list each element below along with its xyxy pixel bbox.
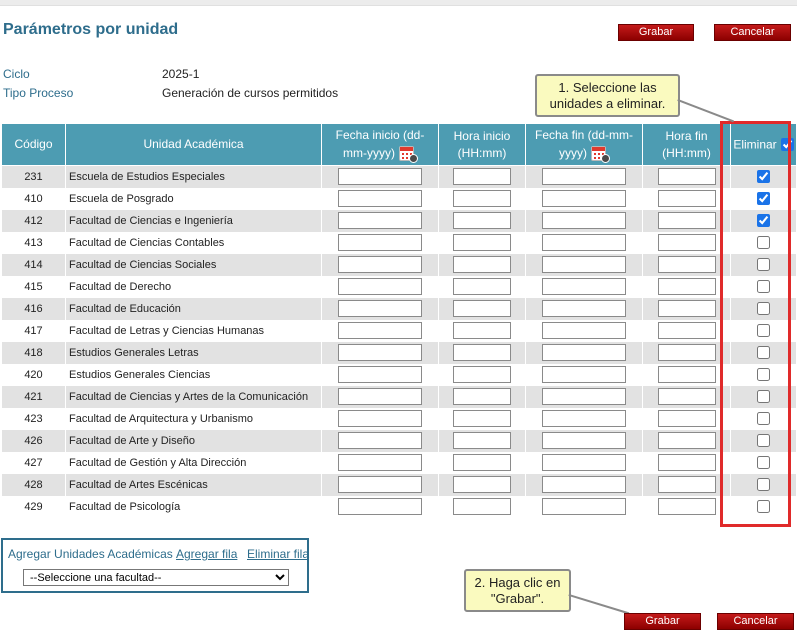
eliminar-checkbox[interactable] <box>757 214 770 227</box>
fecha-inicio-input[interactable] <box>338 190 422 207</box>
unit-code: 413 <box>2 232 66 254</box>
fecha-fin-input[interactable] <box>542 300 626 317</box>
col-header-eliminar <box>731 124 797 166</box>
add-units-panel <box>1 538 309 593</box>
eliminar-fila-link[interactable]: Eliminar fila <box>247 547 310 561</box>
hora-fin-input[interactable] <box>658 234 716 251</box>
callout-step-2-pointer <box>568 594 629 614</box>
field-cell <box>526 474 643 496</box>
field-cell <box>322 210 439 232</box>
unit-name: Facultad de Derecho <box>66 276 322 298</box>
field-cell <box>439 276 526 298</box>
field-cell <box>439 408 526 430</box>
field-cell <box>439 166 526 188</box>
field-cell <box>526 210 643 232</box>
fecha-fin-input[interactable] <box>542 454 626 471</box>
field-cell <box>643 276 731 298</box>
table-row <box>2 166 797 188</box>
hora-fin-input[interactable] <box>658 278 716 295</box>
hora-fin-input[interactable] <box>658 432 716 449</box>
table-row <box>2 408 797 430</box>
field-cell <box>643 364 731 386</box>
unit-code: 428 <box>2 474 66 496</box>
field-cell <box>439 320 526 342</box>
table-row <box>2 276 797 298</box>
field-cell <box>643 386 731 408</box>
eliminar-cell <box>731 408 797 430</box>
unit-name: Facultad de Arte y Diseño <box>66 430 322 452</box>
eliminar-cell <box>731 166 797 188</box>
field-cell <box>526 298 643 320</box>
field-cell <box>439 474 526 496</box>
field-cell <box>643 452 731 474</box>
table-row <box>2 452 797 474</box>
unit-code: 423 <box>2 408 66 430</box>
hora-inicio-input[interactable] <box>453 454 511 471</box>
eliminar-cell <box>731 254 797 276</box>
unit-code: 421 <box>2 386 66 408</box>
eliminar-checkbox[interactable] <box>757 412 770 425</box>
units-table <box>1 123 797 518</box>
fecha-inicio-input[interactable] <box>338 168 422 185</box>
field-cell <box>526 320 643 342</box>
hora-inicio-input[interactable] <box>453 344 511 361</box>
fecha-fin-input[interactable] <box>542 388 626 405</box>
field-cell <box>322 342 439 364</box>
fecha-inicio-label: Fecha inicio (dd-mm-yyyy) <box>335 128 425 160</box>
hora-inicio-input[interactable] <box>453 234 511 251</box>
eliminar-checkbox[interactable] <box>757 236 770 249</box>
table-row <box>2 474 797 496</box>
unit-code: 414 <box>2 254 66 276</box>
hora-inicio-input[interactable] <box>453 256 511 273</box>
hora-inicio-input[interactable] <box>453 212 511 229</box>
fecha-fin-input[interactable] <box>542 366 626 383</box>
field-cell <box>526 254 643 276</box>
eliminar-cell <box>731 276 797 298</box>
unit-code: 420 <box>2 364 66 386</box>
field-cell <box>439 232 526 254</box>
callout-step-1-pointer <box>677 99 734 122</box>
grabar-button-bottom[interactable]: Grabar <box>624 613 701 630</box>
eliminar-checkbox[interactable] <box>757 302 770 315</box>
ciclo-value: 2025-1 <box>162 67 200 81</box>
fecha-fin-input[interactable] <box>542 212 626 229</box>
unit-name: Estudios Generales Letras <box>66 342 322 364</box>
eliminar-checkbox[interactable] <box>757 500 770 513</box>
table-body <box>2 166 797 518</box>
fecha-fin-input[interactable] <box>542 476 626 493</box>
eliminar-checkbox[interactable] <box>757 346 770 359</box>
field-cell <box>526 496 643 518</box>
fecha-fin-input[interactable] <box>542 322 626 339</box>
agregar-unidades-label: Agregar Unidades Académicas <box>8 547 173 561</box>
cancelar-button-bottom[interactable]: Cancelar <box>717 613 794 630</box>
table-row <box>2 254 797 276</box>
unit-name: Escuela de Posgrado <box>66 188 322 210</box>
fecha-inicio-input[interactable] <box>338 454 422 471</box>
fecha-inicio-input[interactable] <box>338 476 422 493</box>
field-cell <box>526 364 643 386</box>
field-cell <box>526 188 643 210</box>
fecha-inicio-input[interactable] <box>338 278 422 295</box>
eliminar-label: Eliminar <box>733 137 777 152</box>
col-header-hora-inicio: Hora inicio (HH:mm) <box>439 124 526 166</box>
field-cell <box>526 276 643 298</box>
table-row <box>2 298 797 320</box>
fecha-fin-input[interactable] <box>542 344 626 361</box>
eliminar-cell <box>731 188 797 210</box>
unit-name: Facultad de Artes Escénicas <box>66 474 322 496</box>
fecha-inicio-input[interactable] <box>338 212 422 229</box>
eliminar-checkbox[interactable] <box>757 434 770 447</box>
eliminar-cell <box>731 386 797 408</box>
hora-fin-input[interactable] <box>658 388 716 405</box>
field-cell <box>526 232 643 254</box>
fecha-inicio-input[interactable] <box>338 388 422 405</box>
hora-fin-input[interactable] <box>658 344 716 361</box>
field-cell <box>322 474 439 496</box>
eliminar-cell <box>731 496 797 518</box>
col-header-unidad: Unidad Académica <box>66 124 322 166</box>
unit-name: Facultad de Letras y Ciencias Humanas <box>66 320 322 342</box>
eliminar-checkbox[interactable] <box>757 324 770 337</box>
fecha-inicio-input[interactable] <box>338 344 422 361</box>
field-cell <box>322 452 439 474</box>
field-cell <box>526 342 643 364</box>
field-cell <box>322 386 439 408</box>
unit-code: 412 <box>2 210 66 232</box>
unit-code: 427 <box>2 452 66 474</box>
hora-inicio-input[interactable] <box>453 300 511 317</box>
hora-fin-input[interactable] <box>658 476 716 493</box>
fecha-inicio-input[interactable] <box>338 322 422 339</box>
callout-step-1: 1. Seleccione las unidades a eliminar. <box>535 74 680 117</box>
hora-inicio-input[interactable] <box>453 498 511 515</box>
tipo-proceso-value: Generación de cursos permitidos <box>162 86 339 100</box>
field-cell <box>439 254 526 276</box>
fecha-inicio-input[interactable] <box>338 256 422 273</box>
field-cell <box>322 430 439 452</box>
hora-inicio-input[interactable] <box>453 278 511 295</box>
eliminar-checkbox[interactable] <box>757 192 770 205</box>
hora-inicio-input[interactable] <box>453 190 511 207</box>
fecha-inicio-input[interactable] <box>338 432 422 449</box>
field-cell <box>322 254 439 276</box>
fecha-fin-input[interactable] <box>542 168 626 185</box>
eliminar-checkbox[interactable] <box>757 280 770 293</box>
fecha-fin-label: Fecha fin (dd-mm-yyyy) <box>534 128 634 160</box>
unit-code: 417 <box>2 320 66 342</box>
hora-fin-input[interactable] <box>658 212 716 229</box>
unit-name: Estudios Generales Ciencias <box>66 364 322 386</box>
fecha-fin-input[interactable] <box>542 498 626 515</box>
eliminar-cell <box>731 452 797 474</box>
fecha-fin-input[interactable] <box>542 432 626 449</box>
unit-code: 426 <box>2 430 66 452</box>
field-cell <box>322 232 439 254</box>
field-cell <box>439 452 526 474</box>
field-cell <box>643 298 731 320</box>
eliminar-cell <box>731 232 797 254</box>
tipo-proceso-label: Tipo Proceso <box>3 86 74 100</box>
table-row <box>2 210 797 232</box>
fecha-inicio-input[interactable] <box>338 498 422 515</box>
table-header-row <box>2 124 797 166</box>
grabar-button-top[interactable]: Grabar <box>618 24 694 41</box>
fecha-fin-input[interactable] <box>542 190 626 207</box>
field-cell <box>439 188 526 210</box>
agregar-fila-link[interactable]: Agregar fila <box>176 547 238 561</box>
hora-fin-input[interactable] <box>658 366 716 383</box>
unit-code: 231 <box>2 166 66 188</box>
eliminar-checkbox[interactable] <box>757 170 770 183</box>
calendar-clock-icon[interactable] <box>399 144 417 162</box>
fecha-fin-input[interactable] <box>542 278 626 295</box>
field-cell <box>526 166 643 188</box>
faculty-select[interactable] <box>23 569 289 586</box>
hora-fin-input[interactable] <box>658 410 716 427</box>
field-cell <box>643 210 731 232</box>
fecha-inicio-input[interactable] <box>338 234 422 251</box>
field-cell <box>322 188 439 210</box>
unit-name: Facultad de Gestión y Alta Dirección <box>66 452 322 474</box>
unit-code: 410 <box>2 188 66 210</box>
table-row <box>2 320 797 342</box>
hora-fin-input[interactable] <box>658 256 716 273</box>
unit-name: Facultad de Ciencias Sociales <box>66 254 322 276</box>
col-header-codigo: Código <box>2 124 66 166</box>
field-cell <box>439 210 526 232</box>
eliminar-cell <box>731 364 797 386</box>
calendar-clock-icon[interactable] <box>591 144 609 162</box>
hora-fin-input[interactable] <box>658 322 716 339</box>
field-cell <box>526 386 643 408</box>
eliminar-cell <box>731 210 797 232</box>
unit-code: 429 <box>2 496 66 518</box>
page-title: Parámetros por unidad <box>3 21 179 38</box>
field-cell <box>643 188 731 210</box>
eliminar-checkbox[interactable] <box>757 258 770 271</box>
eliminar-checkbox[interactable] <box>757 390 770 403</box>
eliminar-checkbox[interactable] <box>757 456 770 469</box>
hora-inicio-input[interactable] <box>453 168 511 185</box>
unit-name: Facultad de Ciencias y Artes de la Comunicación <box>66 386 322 408</box>
select-all-checkbox[interactable] <box>781 138 794 151</box>
ciclo-label: Ciclo <box>3 67 30 81</box>
eliminar-checkbox[interactable] <box>757 478 770 491</box>
unit-code: 415 <box>2 276 66 298</box>
eliminar-checkbox[interactable] <box>757 368 770 381</box>
field-cell <box>643 232 731 254</box>
field-cell <box>526 452 643 474</box>
hora-fin-input[interactable] <box>658 498 716 515</box>
field-cell <box>439 342 526 364</box>
fecha-fin-input[interactable] <box>542 410 626 427</box>
field-cell <box>643 320 731 342</box>
field-cell <box>439 430 526 452</box>
table-row <box>2 342 797 364</box>
hora-fin-input[interactable] <box>658 454 716 471</box>
eliminar-cell <box>731 342 797 364</box>
col-header-fecha-fin <box>526 124 643 166</box>
fecha-inicio-input[interactable] <box>338 366 422 383</box>
fecha-inicio-input[interactable] <box>338 410 422 427</box>
top-bar <box>0 0 797 6</box>
hora-inicio-input[interactable] <box>453 388 511 405</box>
hora-inicio-input[interactable] <box>453 476 511 493</box>
field-cell <box>439 364 526 386</box>
field-cell <box>322 364 439 386</box>
field-cell <box>643 166 731 188</box>
field-cell <box>322 496 439 518</box>
field-cell <box>322 408 439 430</box>
unit-name: Facultad de Educación <box>66 298 322 320</box>
field-cell <box>439 496 526 518</box>
hora-inicio-input[interactable] <box>453 410 511 427</box>
col-header-fecha-inicio <box>322 124 439 166</box>
unit-name: Facultad de Arquitectura y Urbanismo <box>66 408 322 430</box>
eliminar-cell <box>731 298 797 320</box>
unit-code: 416 <box>2 298 66 320</box>
field-cell <box>643 342 731 364</box>
table-row <box>2 386 797 408</box>
callout-step-2: 2. Haga clic en "Grabar". <box>464 569 571 612</box>
field-cell <box>322 276 439 298</box>
field-cell <box>322 320 439 342</box>
hora-fin-input[interactable] <box>658 168 716 185</box>
field-cell <box>526 408 643 430</box>
table-row <box>2 430 797 452</box>
field-cell <box>643 496 731 518</box>
table-row <box>2 188 797 210</box>
field-cell <box>643 474 731 496</box>
hora-fin-input[interactable] <box>658 300 716 317</box>
field-cell <box>643 408 731 430</box>
hora-fin-input[interactable] <box>658 190 716 207</box>
field-cell <box>322 298 439 320</box>
field-cell <box>643 430 731 452</box>
hora-inicio-input[interactable] <box>453 432 511 449</box>
field-cell <box>322 166 439 188</box>
fecha-inicio-input[interactable] <box>338 300 422 317</box>
table-row <box>2 232 797 254</box>
unit-name: Facultad de Ciencias Contables <box>66 232 322 254</box>
table-row <box>2 364 797 386</box>
table-row <box>2 496 797 518</box>
eliminar-cell <box>731 430 797 452</box>
unit-name: Facultad de Ciencias e Ingeniería <box>66 210 322 232</box>
field-cell <box>439 386 526 408</box>
field-cell <box>643 254 731 276</box>
fecha-fin-input[interactable] <box>542 234 626 251</box>
field-cell <box>439 298 526 320</box>
cancelar-button-top[interactable]: Cancelar <box>714 24 791 41</box>
col-header-hora-fin: Hora fin (HH:mm) <box>643 124 731 166</box>
unit-name: Facultad de Psicología <box>66 496 322 518</box>
field-cell <box>526 430 643 452</box>
unit-name: Escuela de Estudios Especiales <box>66 166 322 188</box>
hora-inicio-input[interactable] <box>453 322 511 339</box>
eliminar-cell <box>731 474 797 496</box>
unit-code: 418 <box>2 342 66 364</box>
fecha-fin-input[interactable] <box>542 256 626 273</box>
eliminar-cell <box>731 320 797 342</box>
hora-inicio-input[interactable] <box>453 366 511 383</box>
